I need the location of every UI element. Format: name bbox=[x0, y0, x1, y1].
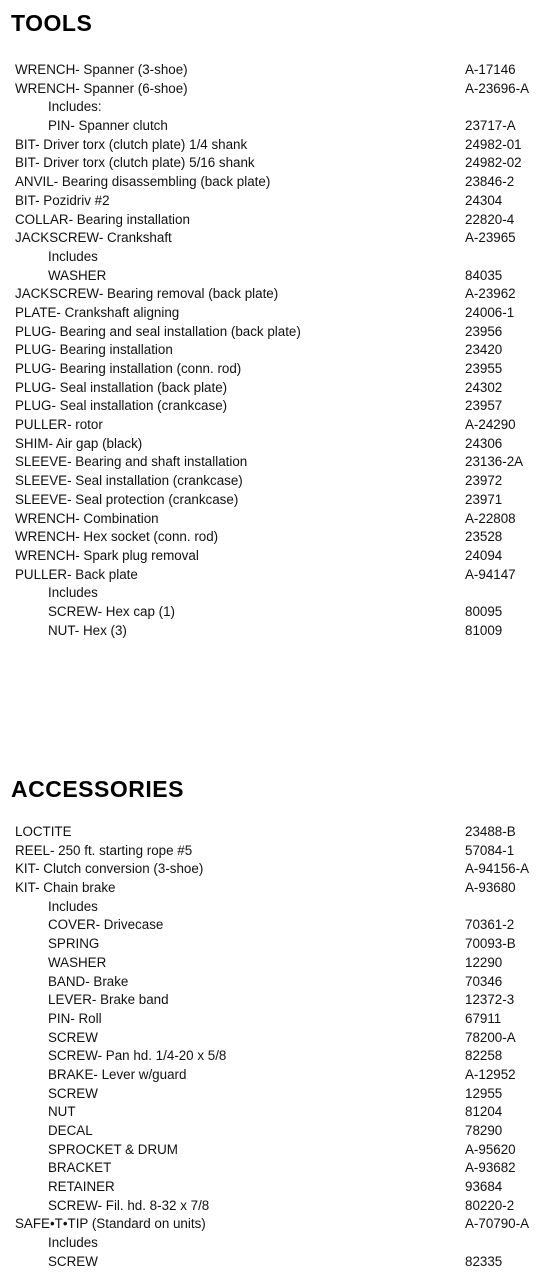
part-description: PLUG- Seal installation (back plate) bbox=[15, 379, 228, 395]
sub-part-row bbox=[0, 1253, 560, 1272]
part-number: 12955 bbox=[465, 1085, 503, 1101]
part-description: KIT- Chain brake bbox=[15, 880, 116, 896]
part-description: PIN- Roll bbox=[48, 1010, 102, 1026]
part-number: 24982-02 bbox=[465, 155, 522, 171]
part-number: 23717-A bbox=[465, 118, 516, 134]
part-description: SCREW bbox=[48, 1253, 98, 1269]
part-description: PIN- Spanner clutch bbox=[48, 118, 168, 134]
sub-part-row bbox=[0, 1159, 560, 1178]
part-description: SLEEVE- Seal protection (crankcase) bbox=[15, 491, 239, 507]
sub-part-row bbox=[0, 622, 560, 641]
part-description: SAFE•T•TIP (Standard on units) bbox=[15, 1216, 206, 1232]
part-description: DECAL bbox=[48, 1123, 93, 1138]
part-row bbox=[0, 416, 560, 435]
part-row bbox=[0, 80, 560, 99]
part-description: Includes bbox=[48, 585, 98, 601]
part-description: COVER- Drivecase bbox=[48, 917, 164, 933]
part-number: 70361-2 bbox=[465, 917, 515, 933]
part-description: SLEEVE- Seal installation (crankcase) bbox=[15, 473, 243, 489]
part-description: SCREW- Fil. hd. 8-32 x 7/8 bbox=[48, 1197, 210, 1213]
accessories-parts-list bbox=[0, 823, 560, 1272]
part-description: RETAINER bbox=[48, 1179, 115, 1195]
sub-part-row bbox=[0, 935, 560, 954]
part-description: Includes: bbox=[48, 99, 102, 115]
part-description: ANVIL- Bearing disassembling (back plate) bbox=[15, 174, 271, 190]
sub-part-row bbox=[0, 98, 560, 117]
tools-heading: TOOLS bbox=[11, 10, 93, 36]
sub-part-row bbox=[0, 1197, 560, 1216]
part-description: WRENCH- Spanner (6-shoe) bbox=[15, 80, 188, 96]
part-row bbox=[0, 341, 560, 360]
part-description: NUT- Hex (3) bbox=[48, 622, 127, 638]
sub-part-row bbox=[0, 991, 560, 1010]
part-description: WRENCH- Hex socket (conn. rod) bbox=[15, 529, 219, 545]
part-row bbox=[0, 323, 560, 342]
part-description: WASHER bbox=[48, 954, 107, 970]
part-row bbox=[0, 879, 560, 898]
part-row bbox=[0, 192, 560, 211]
part-description: REEL- 250 ft. starting rope #5 bbox=[15, 842, 193, 858]
part-number: 78290 bbox=[465, 1123, 503, 1138]
sub-part-row bbox=[0, 584, 560, 603]
sub-part-row bbox=[0, 954, 560, 973]
sub-part-row bbox=[0, 267, 560, 286]
part-description: WRENCH- Combination bbox=[15, 510, 159, 526]
sub-part-row bbox=[0, 117, 560, 136]
part-number: 70346 bbox=[465, 973, 503, 989]
accessories-heading: ACCESSORIES bbox=[11, 776, 184, 802]
sub-part-row bbox=[0, 1085, 560, 1104]
part-number: 82258 bbox=[465, 1048, 503, 1064]
part-description: BAND- Brake bbox=[48, 973, 129, 989]
part-number: A-94147 bbox=[465, 566, 516, 582]
sub-part-row bbox=[0, 603, 560, 622]
part-row bbox=[0, 397, 560, 416]
part-description: PLUG- Bearing and seal installation (back plate) bbox=[15, 323, 301, 339]
part-description: WRENCH- Spark plug removal bbox=[15, 547, 199, 563]
part-number: 57084-1 bbox=[465, 842, 515, 858]
part-row bbox=[0, 173, 560, 192]
part-description: LEVER- Brake band bbox=[48, 992, 169, 1008]
part-number: 23488-B bbox=[465, 824, 516, 839]
part-row bbox=[0, 547, 560, 566]
part-description: PLUG- Bearing installation bbox=[15, 342, 173, 358]
part-number: 24094 bbox=[465, 547, 503, 563]
part-number: A-70790-A bbox=[465, 1216, 530, 1232]
part-description: SCREW- Hex cap (1) bbox=[48, 603, 175, 619]
part-description: JACKSCREW- Bearing removal (back plate) bbox=[15, 286, 279, 302]
part-description: PLATE- Crankshaft aligning bbox=[15, 304, 180, 320]
part-row bbox=[0, 491, 560, 510]
part-description: Includes bbox=[48, 1235, 98, 1251]
part-number: 82335 bbox=[465, 1253, 503, 1269]
part-number: A-24290 bbox=[465, 417, 516, 433]
part-description: SPRING bbox=[48, 936, 100, 952]
part-number: 81009 bbox=[465, 622, 503, 638]
part-number: 70093-B bbox=[465, 936, 516, 952]
part-description: BRACKET bbox=[48, 1160, 112, 1176]
part-row bbox=[0, 823, 560, 842]
part-number: 24304 bbox=[465, 192, 503, 208]
part-description: PLUG- Seal installation (crankcase) bbox=[15, 398, 228, 414]
part-description: SCREW bbox=[48, 1029, 98, 1045]
part-number: A-23965 bbox=[465, 230, 516, 246]
part-row bbox=[0, 528, 560, 547]
part-description: WRENCH- Spanner (3-shoe) bbox=[15, 62, 188, 77]
part-row bbox=[0, 510, 560, 529]
sub-part-row bbox=[0, 248, 560, 267]
part-number: 24006-1 bbox=[465, 304, 515, 320]
part-row bbox=[0, 61, 560, 80]
part-number: 23956 bbox=[465, 323, 503, 339]
part-row bbox=[0, 1215, 560, 1234]
part-number: 23971 bbox=[465, 491, 503, 507]
part-number: 22820-4 bbox=[465, 211, 515, 227]
part-row bbox=[0, 379, 560, 398]
part-row bbox=[0, 435, 560, 454]
part-description: PULLER- Back plate bbox=[15, 566, 138, 582]
part-number: A-23962 bbox=[465, 286, 516, 302]
part-number: A-95620 bbox=[465, 1141, 516, 1157]
sub-part-row bbox=[0, 1122, 560, 1141]
part-number: 80095 bbox=[465, 603, 503, 619]
part-row bbox=[0, 842, 560, 861]
part-description: SCREW bbox=[48, 1085, 98, 1101]
sub-part-row bbox=[0, 1103, 560, 1122]
part-number: A-12952 bbox=[465, 1066, 516, 1082]
part-row bbox=[0, 229, 560, 248]
part-number: 81204 bbox=[465, 1104, 503, 1120]
sub-part-row bbox=[0, 1234, 560, 1253]
part-description: Includes bbox=[48, 248, 98, 264]
part-description: SPROCKET & DRUM bbox=[48, 1141, 178, 1157]
part-number: 23955 bbox=[465, 361, 503, 376]
part-number: 24306 bbox=[465, 435, 503, 451]
part-description: PULLER- rotor bbox=[15, 417, 103, 433]
part-row bbox=[0, 285, 560, 304]
part-row bbox=[0, 136, 560, 155]
sub-part-row bbox=[0, 1066, 560, 1085]
part-number: 24302 bbox=[465, 379, 503, 395]
part-number: 23846-2 bbox=[465, 174, 515, 190]
part-description: SCREW- Pan hd. 1/4-20 x 5/8 bbox=[48, 1048, 227, 1064]
part-row bbox=[0, 304, 560, 323]
part-row bbox=[0, 453, 560, 472]
part-row bbox=[0, 211, 560, 230]
part-number: 12372-3 bbox=[465, 992, 515, 1008]
part-number: A-93680 bbox=[465, 880, 516, 896]
part-description: BIT- Driver torx (clutch plate) 1/4 shank bbox=[15, 136, 248, 152]
part-description: NUT bbox=[48, 1104, 76, 1120]
part-description: BIT- Driver torx (clutch plate) 5/16 shank bbox=[15, 155, 255, 171]
part-row bbox=[0, 472, 560, 491]
sub-part-row bbox=[0, 1029, 560, 1048]
sub-part-row bbox=[0, 916, 560, 935]
part-row bbox=[0, 360, 560, 379]
sub-part-row bbox=[0, 1178, 560, 1197]
part-description: BRAKE- Lever w/guard bbox=[48, 1066, 187, 1082]
tools-parts-list bbox=[0, 61, 560, 640]
sub-part-row bbox=[0, 1047, 560, 1066]
part-number: 23957 bbox=[465, 398, 503, 414]
part-description: PLUG- Bearing installation (conn. rod) bbox=[15, 361, 242, 376]
part-number: A-93682 bbox=[465, 1160, 516, 1176]
part-row bbox=[0, 154, 560, 173]
sub-part-row bbox=[0, 1141, 560, 1160]
part-description: KIT- Clutch conversion (3-shoe) bbox=[15, 861, 204, 877]
sub-part-row bbox=[0, 1010, 560, 1029]
part-number: 24982-01 bbox=[465, 136, 522, 152]
part-number: 23528 bbox=[465, 529, 503, 545]
part-number: A-23696-A bbox=[465, 80, 530, 96]
part-number: A-94156-A bbox=[465, 861, 530, 877]
part-number: 84035 bbox=[465, 267, 503, 283]
part-number: 67911 bbox=[465, 1010, 502, 1026]
part-row bbox=[0, 566, 560, 585]
part-number: 12290 bbox=[465, 954, 503, 970]
part-number: 23420 bbox=[465, 342, 503, 358]
sub-part-row bbox=[0, 898, 560, 917]
part-number: 80220-2 bbox=[465, 1197, 515, 1213]
part-description: SLEEVE- Bearing and shaft installation bbox=[15, 454, 248, 470]
part-description: BIT- Pozidriv #2 bbox=[15, 192, 110, 208]
part-description: SHIM- Air gap (black) bbox=[15, 435, 143, 451]
part-description: Includes bbox=[48, 898, 98, 914]
part-number: A-17146 bbox=[465, 62, 516, 77]
part-number: 23136-2A bbox=[465, 454, 524, 470]
part-number: 78200-A bbox=[465, 1029, 516, 1045]
part-description: LOCTITE bbox=[15, 824, 72, 839]
part-number: 93684 bbox=[465, 1179, 503, 1195]
part-description: WASHER bbox=[48, 267, 107, 283]
part-number: 23972 bbox=[465, 473, 503, 489]
part-description: JACKSCREW- Crankshaft bbox=[15, 230, 172, 246]
part-row bbox=[0, 860, 560, 879]
part-description: COLLAR- Bearing installation bbox=[15, 211, 190, 227]
sub-part-row bbox=[0, 973, 560, 992]
part-number: A-22808 bbox=[465, 510, 516, 526]
